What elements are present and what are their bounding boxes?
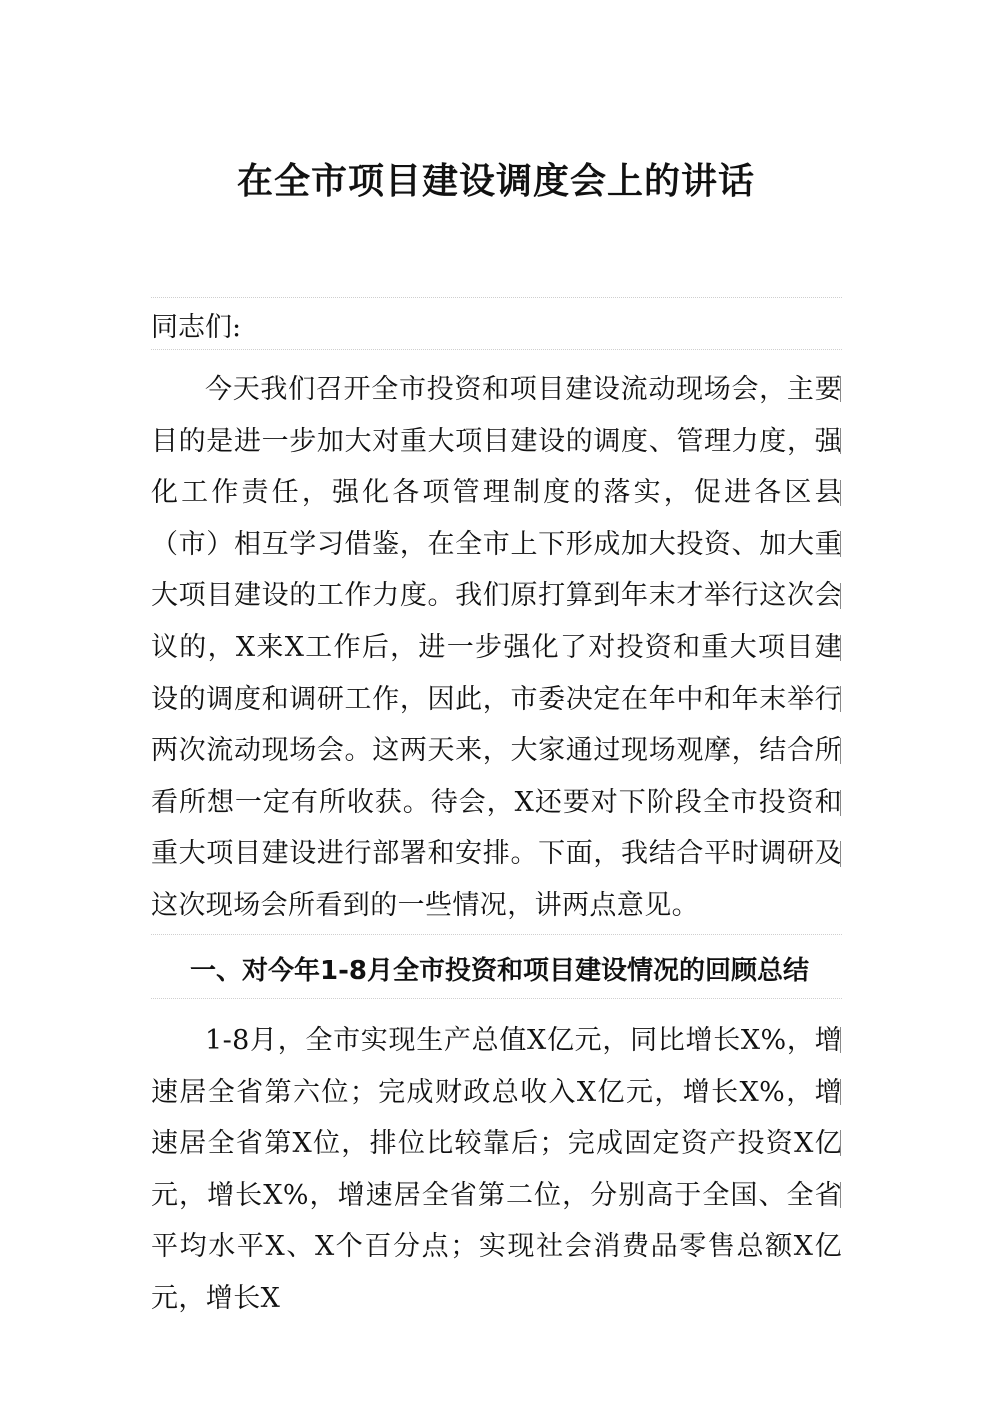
margin-mark [840, 841, 841, 867]
margin-mark [840, 1130, 841, 1156]
margin-mark [840, 1079, 841, 1105]
margin-mark [840, 480, 841, 506]
section-heading: 一、对今年1-8月全市投资和项目建设情况的回顾总结 [190, 956, 809, 986]
document-title: 在全市项目建设调度会上的讲话 [236, 161, 755, 202]
margin-mark [840, 428, 841, 454]
text-boundary-rule [151, 349, 842, 350]
text-boundary-rule [151, 998, 842, 999]
margin-mark [840, 531, 841, 557]
margin-mark [840, 1182, 841, 1208]
margin-mark [840, 583, 841, 609]
section-paragraph: 1-8月，全市实现生产总值X亿元，同比增长X%，增速居全省第六位；完成财政总收入X亿元，增长X%，增速居全省第X位，排位比较靠后；完成固定资产投资X亿元，增长X%，增速居全省第二位，分别高于全国、全省平均水平X、X个百分点；实现社会消费品零售总额X亿元，增长X [151, 1025, 842, 1314]
intro-paragraph: 今天我们召开全市投资和项目建设流动现场会，主要目的是进一步加大对重大项目建设的调度、管理力度，强化工作责任，强化各项管理制度的落实，促进各区县（市）相互学习借鉴，在全市上下形成加大投资、加大重大项目建设的工作力度。我们原打算到年末才举行这次会议的，X来X工作后，进一步强化了对投资和重大项目建设的调度和调研工作，因此，市委决定在年中和年末举行两次流动现场会。这两天来，大家通过现场观摩，结合所看所想一定有所收获。待会，X还要对下阶段全市投资和重大项目建设进行部署和安排。下面，我结合平时调研及这次现场会所看到的一些情况，讲两点意见。 [151, 374, 842, 921]
margin-mark [840, 738, 841, 764]
margin-mark [840, 790, 841, 816]
margin-mark [840, 1027, 841, 1053]
margin-mark [840, 686, 841, 712]
text-boundary-rule [151, 297, 842, 298]
salutation: 同志们: [151, 312, 242, 343]
text-boundary-rule [151, 934, 842, 935]
margin-mark [840, 376, 841, 402]
margin-mark [840, 635, 841, 661]
